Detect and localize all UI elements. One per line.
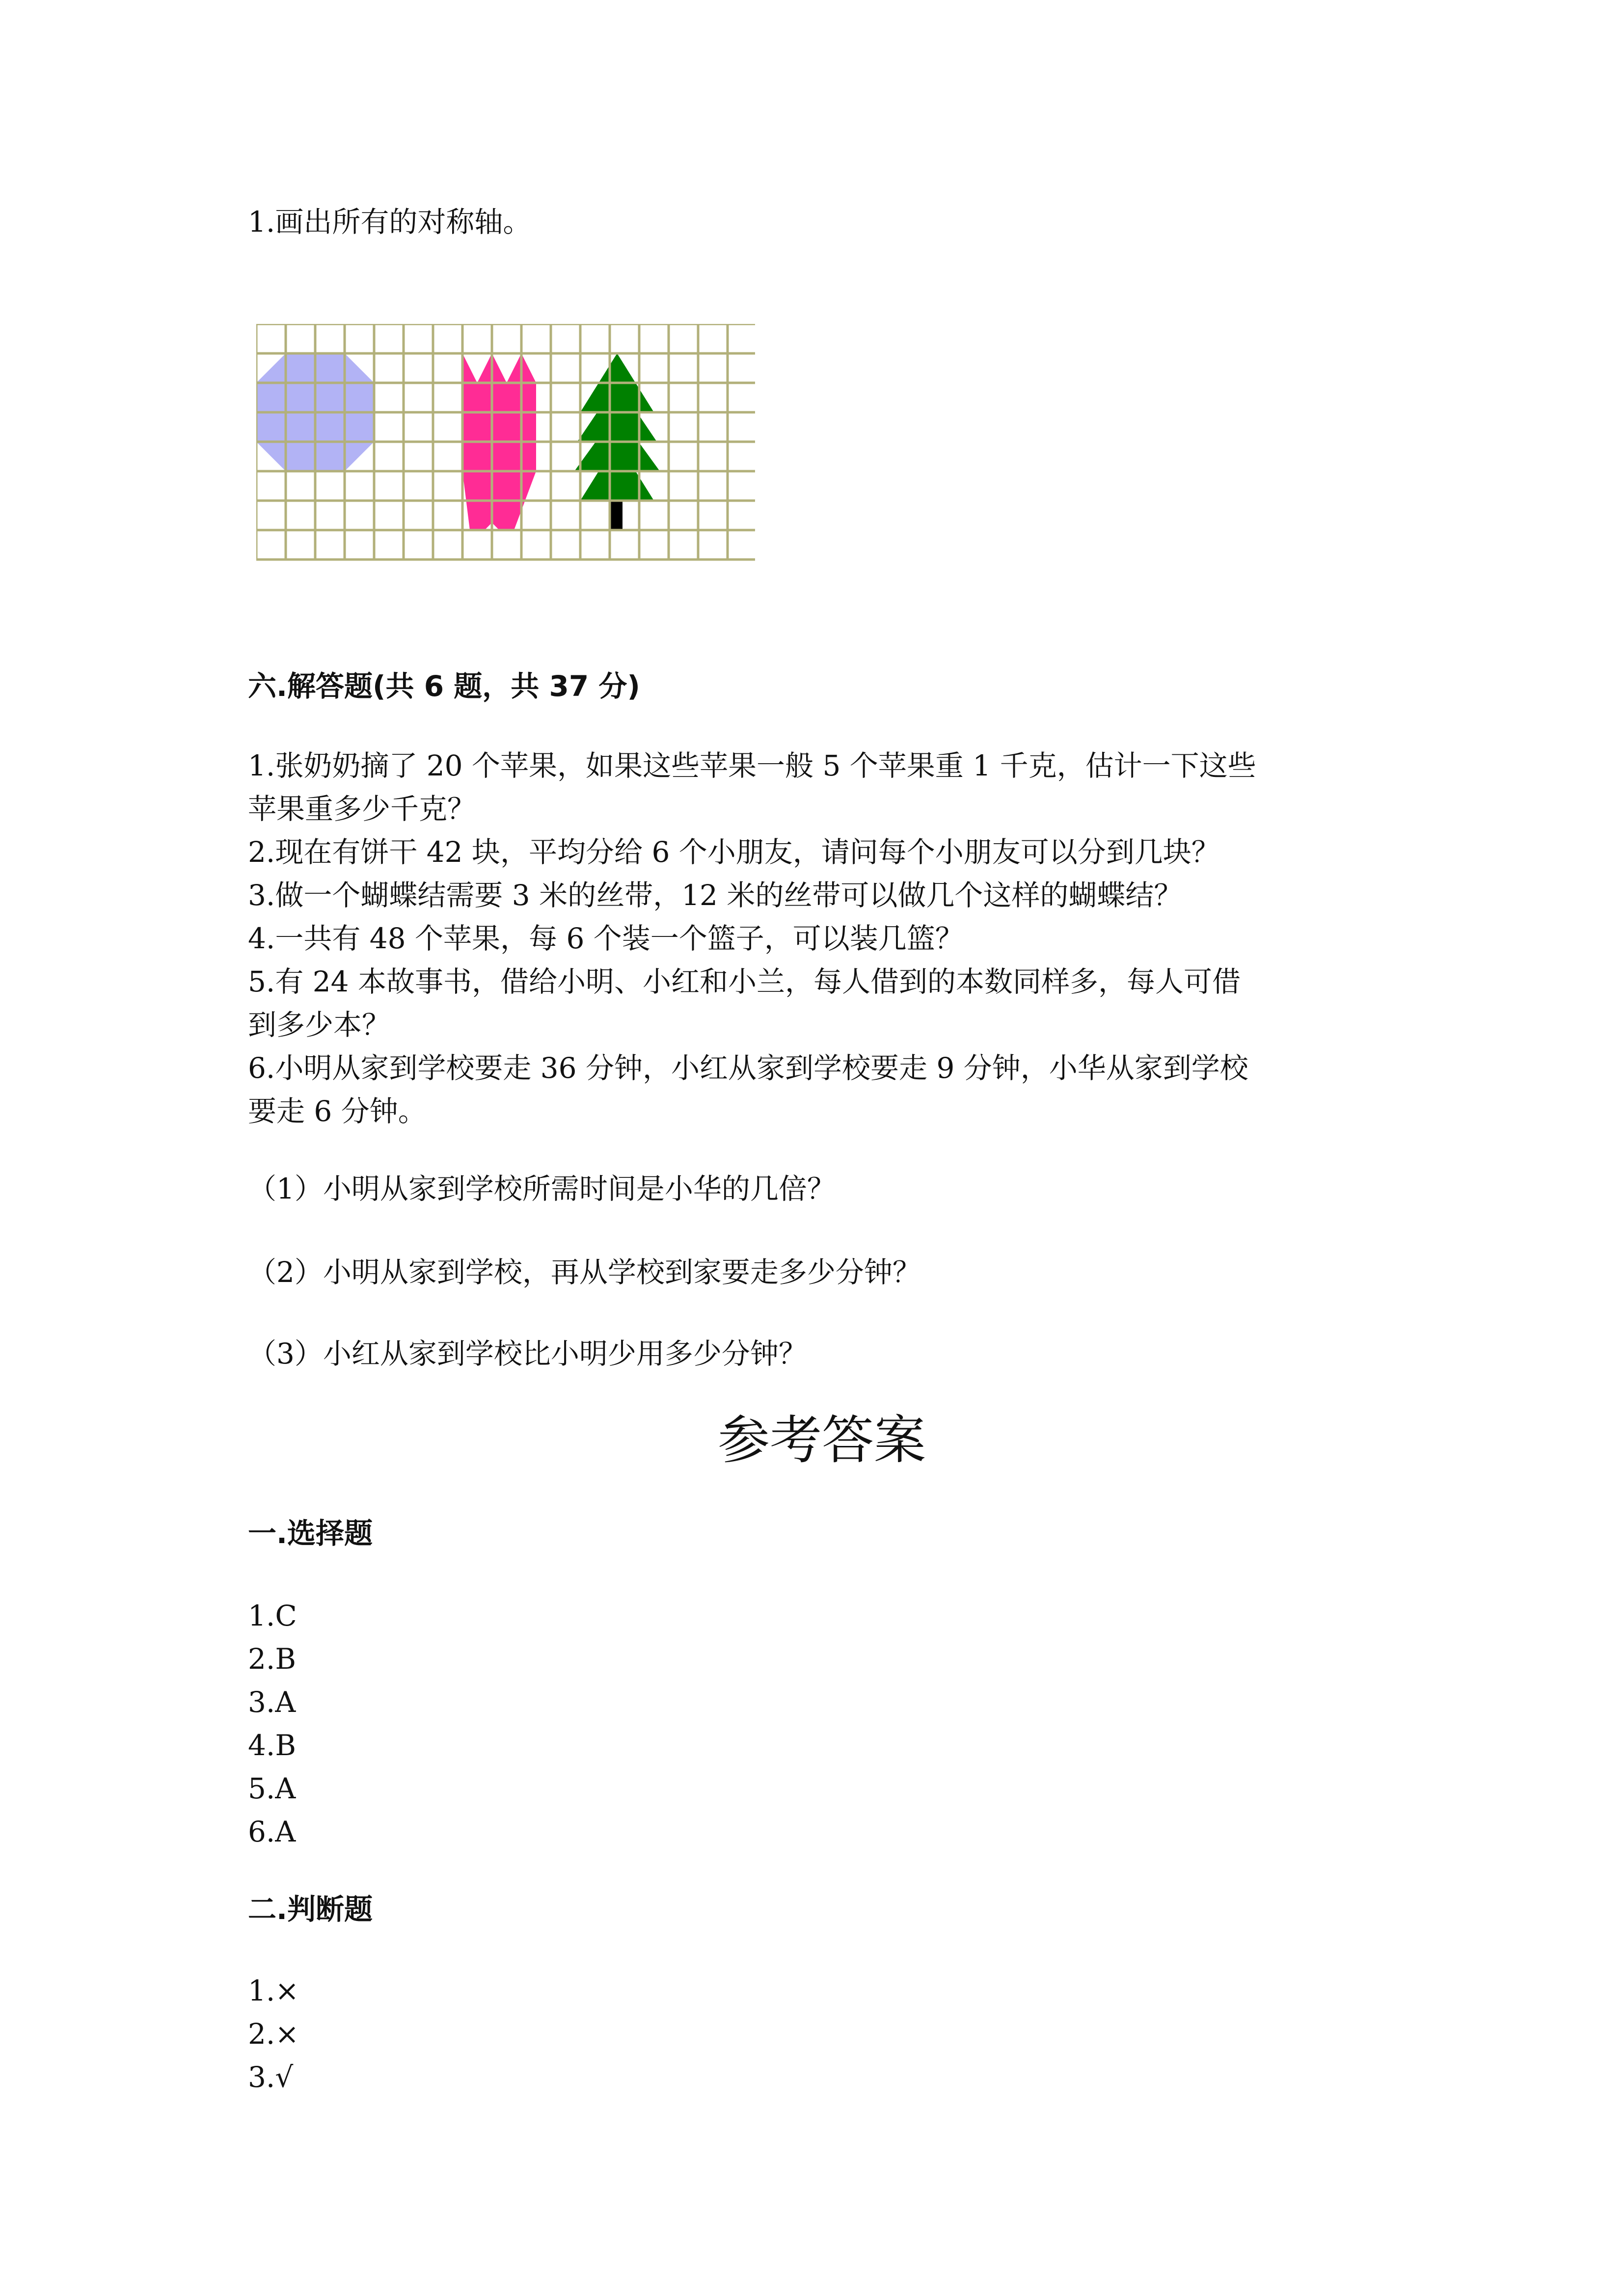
symmetry-figure: [256, 324, 755, 564]
answer-1-1: 1.C: [248, 1599, 297, 1632]
answer-1-4: 4.B: [248, 1729, 296, 1762]
question-6-sub-1: （1）小明从家到学校所需时间是小华的几倍？: [248, 1172, 836, 1205]
question-6-line-1: 6.小明从家到学校要走 36 分钟，小红从家到学校要走 9 分钟，小华从家到学校: [248, 1051, 1248, 1085]
answers-title: 参考答案: [718, 1410, 926, 1470]
question-1-line-1: 1.张奶奶摘了 20 个苹果，如果这些苹果一般 5 个苹果重 1 千克，估计一下这些: [248, 749, 1256, 782]
question-5-line-2: 到多少本？: [248, 1008, 391, 1041]
answer-1-3: 3.A: [248, 1685, 296, 1719]
question-2: 2.现在有饼干 42 块，平均分给 6 个小朋友，请问每个小朋友可以分到几块？: [248, 835, 1220, 869]
answer-1-2: 2.B: [248, 1642, 296, 1676]
question-6-sub-3: （3）小红从家到学校比小明少用多少分钟？: [248, 1337, 807, 1370]
answers-section-2-heading: 二.判断题: [248, 1893, 373, 1926]
answer-2-2: 2.×: [248, 2017, 299, 2051]
answer-2-3: 3.√: [248, 2060, 294, 2094]
question-4: 4.一共有 48 个苹果，每 6 个装一个篮子，可以装几篮？: [248, 922, 964, 955]
section-6-heading: 六.解答题(共 6 题，共 37 分): [248, 669, 640, 703]
question-draw-axes: 1.画出所有的对称轴。: [248, 205, 532, 239]
answer-1-5: 5.A: [248, 1772, 296, 1805]
answer-2-1: 1.×: [248, 1974, 299, 2007]
question-1-line-2: 苹果重多少千克？: [248, 792, 476, 826]
question-6-line-2: 要走 6 分钟。: [248, 1095, 427, 1128]
question-3: 3.做一个蝴蝶结需要 3 米的丝带，12 米的丝带可以做几个这样的蝴蝶结？: [248, 879, 1183, 912]
answer-1-6: 6.A: [248, 1815, 296, 1848]
tree-shape: [574, 353, 660, 501]
tree-trunk: [611, 501, 623, 530]
question-6-sub-2: （2）小明从家到学校，再从学校到家要走多少分钟？: [248, 1255, 921, 1289]
question-5-line-1: 5.有 24 本故事书，借给小明、小红和小兰，每人借到的本数同样多，每人可借: [248, 965, 1241, 998]
answers-section-1-heading: 一.选择题: [248, 1517, 373, 1550]
